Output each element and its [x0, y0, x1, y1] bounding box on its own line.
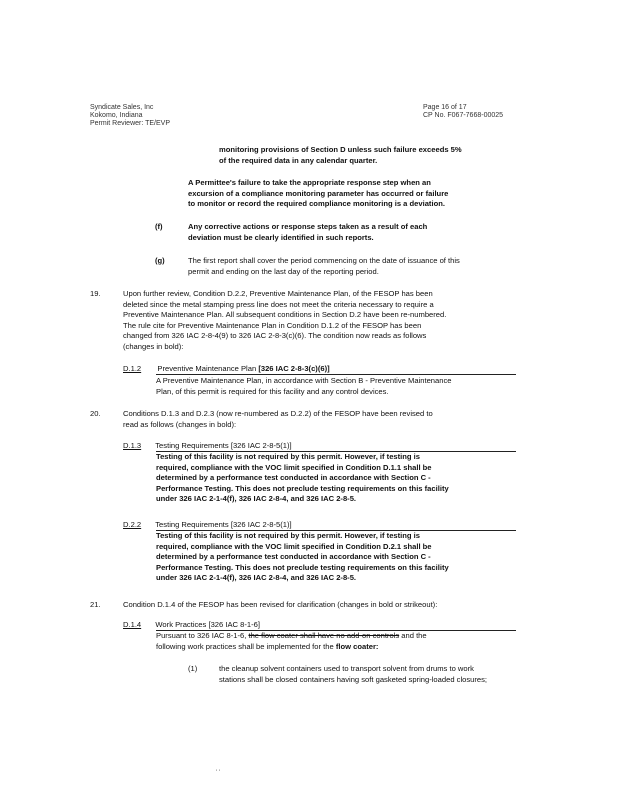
header-left [90, 104, 170, 128]
item-19-text [123, 289, 446, 352]
header-right [423, 104, 503, 120]
paragraph-line: stations shall be closed containers having soft gasketed spring-loaded closures; [219, 674, 488, 684]
paragraph-line: Any corrective actions or response steps taken as a result of each [188, 222, 428, 231]
paragraph-line: determined by a performance test conducted in accordance with Section C - [156, 552, 431, 561]
paragraph-line: The rule cite for Preventive Maintenance Plan in Condition D.1.2 of the FESOP has been [123, 320, 422, 330]
condition-title: Testing Requirements [155, 441, 229, 450]
continuation-line: monitoring provisions of Section D unless such failure exceeds 5% [219, 145, 462, 154]
continuation-line: of the required data in any calendar quarter. [219, 155, 378, 165]
strikeout-text: the flow coater shall have no add-on controls [248, 631, 400, 640]
header-company: Syndicate Sales, Inc [90, 104, 154, 111]
condition-d14-heading [123, 620, 260, 631]
paragraph-line [156, 642, 427, 653]
item-21-number: 21. [90, 600, 101, 609]
condition-title: Preventive Maintenance Plan [157, 364, 257, 373]
section-rule [156, 374, 516, 375]
paragraph-line: deviation must be clearly identified in such reports. [188, 232, 374, 242]
paragraph-line: Upon further review, Condition D.2.2, Preventive Maintenance Plan, of the FESOP has been [123, 289, 433, 298]
condition-d22-heading [123, 520, 292, 531]
paragraph-line: Performance Testing. This does not preclude testing requirements on this facility [156, 483, 449, 493]
paragraph-line: A Preventive Maintenance Plan, in accordance with Section B - Preventive Maintenance [156, 376, 452, 385]
paragraph-line: the cleanup solvent containers used to transport solvent from drums to work [219, 664, 474, 673]
item-g-text [188, 256, 460, 277]
paragraph-line: deleted since the metal stamping press line does not meet the criteria necessary to require a [123, 299, 434, 309]
paragraph-line: The first report shall cover the period commencing on the date of issuance of this [188, 256, 460, 265]
paragraph-line: required, compliance with the VOC limit specified in Condition D.1.1 shall be [156, 462, 432, 472]
condition-d13-heading [123, 441, 292, 452]
condition-d14-text [156, 631, 427, 652]
item-21-text: Condition D.1.4 of the FESOP has been revised for clarification (changes in bold or strikeout): [123, 600, 438, 609]
item-19-number: 19. [90, 289, 101, 298]
paragraph-line: Plan, of this permit is required for this facility and any control devices. [156, 386, 389, 396]
paragraph-line: A Permittee's failure to take the appropriate response step when an [188, 178, 431, 187]
condition-d12-text [156, 376, 451, 397]
condition-cite: [326 IAC 2-8-3(c)(6)] [258, 364, 330, 373]
item-20-number: 20. [90, 409, 101, 418]
item-f-text [188, 222, 427, 243]
condition-d22-text [156, 531, 449, 584]
paragraph-line: changed from 326 IAC 2-8-4(9) to 326 IAC 2-8-3(c)(6). The condition now reads as follows [123, 331, 427, 340]
paragraph-line: Preventive Maintenance Plan. All subsequent conditions in Section D.2 have been re-numbered. [123, 310, 447, 319]
text-run: following work practices shall be implemented for the [156, 641, 334, 651]
condition-id: D.1.3 [123, 441, 142, 450]
paragraph-line: to monitor or record the required compliance monitoring is a deviation. [188, 199, 445, 208]
paragraph-line: under 326 IAC 2-1-4(f), 326 IAC 2-8-4, and 326 IAC 2-8-5. [156, 573, 357, 582]
continuation-text [219, 145, 462, 166]
header-location: Kokomo, Indiana [90, 112, 143, 119]
condition-title: Testing Requirements [155, 520, 229, 529]
condition-cite: [326 IAC 8-1-6] [208, 620, 260, 629]
paragraph-line: Conditions D.1.3 and D.2.3 (now re-numbered as D.2.2) of the FESOP have been revised to [123, 409, 433, 418]
condition-id: D.1.4 [123, 620, 142, 629]
paragraph-line: excursion of a compliance monitoring parameter has occurred or failure [188, 188, 449, 198]
paragraph-line: Testing of this facility is not required by this permit. However, if testing is [156, 531, 420, 540]
text-run: and the [401, 631, 427, 640]
paragraph-line: under 326 IAC 2-1-4(f), 326 IAC 2-8-4, and 326 IAC 2-8-5. [156, 494, 357, 503]
paragraph-line: Performance Testing. This does not preclude testing requirements on this facility [156, 562, 449, 572]
paragraph-line [156, 631, 427, 642]
paragraph-line: Testing of this facility is not required by this permit. However, if testing is [156, 452, 420, 461]
condition-cite: [326 IAC 2-8-5(1)] [230, 441, 292, 450]
sub-item-1-text [219, 664, 487, 685]
condition-cite: [326 IAC 2-8-5(1)] [230, 520, 292, 529]
paragraph-line: permit and ending on the last day of the reporting period. [188, 266, 379, 276]
item-g-label: (g) [155, 256, 165, 265]
header-permit-number: CP No. F067-7668-00025 [423, 112, 504, 119]
sub-item-1-label: (1) [188, 664, 198, 673]
header-reviewer: Permit Reviewer: TE/EVP [90, 120, 171, 127]
bold-text: flow coater: [335, 641, 379, 651]
paragraph-line: (changes in bold): [123, 341, 184, 351]
failure-paragraph [188, 178, 448, 210]
paragraph-line: required, compliance with the VOC limit specified in Condition D.2.1 shall be [156, 541, 432, 551]
condition-id: D.2.2 [123, 520, 142, 529]
condition-d12-heading [123, 364, 330, 375]
paragraph-line: read as follows (changes in bold): [123, 419, 237, 429]
paragraph-line: determined by a performance test conducted in accordance with Section C - [156, 473, 431, 482]
condition-id: D.1.2 [123, 364, 142, 373]
text-run: Pursuant to 326 IAC 8-1-6, [156, 631, 247, 640]
footer-marks: ' ' [216, 770, 220, 776]
condition-title: Work Practices [155, 620, 207, 629]
condition-d13-text [156, 452, 449, 505]
header-page-number: Page 16 of 17 [423, 104, 467, 111]
item-f-label: (f) [155, 222, 163, 231]
item-20-text [123, 409, 433, 430]
